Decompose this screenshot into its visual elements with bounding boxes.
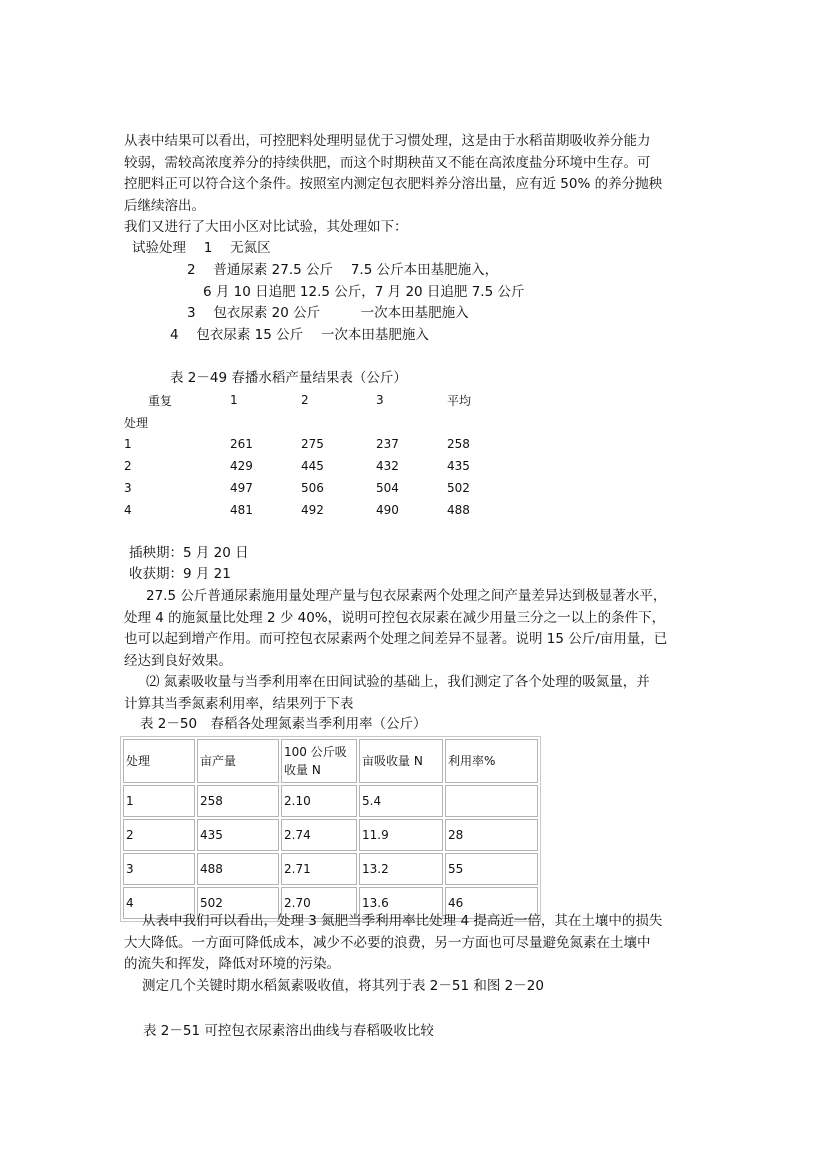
table-cell: 488 (197, 853, 279, 885)
analysis-line: 也可以起到增产作用。而可控包衣尿素两个处理之间差异不显著。说明 15 公斤/亩用量，已 (124, 631, 668, 647)
table-cell: 2.10 (281, 785, 357, 817)
table-cell: 237 (376, 437, 399, 451)
table-row (124, 477, 497, 499)
table-cell (445, 785, 538, 817)
table-row (124, 433, 497, 455)
table-cell: 432 (376, 459, 399, 473)
nitrogen-utilization-table (120, 736, 541, 922)
table-cell: 490 (376, 503, 399, 517)
trial-row-2: 2 普通尿素 27.5 公斤 7.5 公斤本田基肥施入， (187, 262, 499, 278)
trial-row-1: 试验处理 1 无氮区 (132, 240, 271, 256)
table-cell: 488 (447, 503, 470, 517)
intro-line: 控肥料正可以符合这个条件。按照室内测定包衣肥料养分溶出量，应有近 50% 的养分抛秧 (124, 176, 663, 192)
table-cell: 435 (447, 459, 470, 473)
trial-row-3: 3 包衣尿素 20 公斤 一次本田基肥施入 (187, 305, 469, 321)
table-cell: 2 (124, 459, 132, 473)
conclusion-line: 的流失和挥发，降低对环境的污染。 (124, 956, 340, 972)
conclusion-line: 测定几个关键时期水稻氮素吸收值，将其列于表 2－51 和图 2－20 (142, 977, 544, 994)
yield-table (124, 389, 497, 521)
intro-line: 后继续溶出。 (124, 197, 205, 214)
table-cell: 429 (230, 459, 253, 473)
table-cell: 46 (445, 887, 538, 919)
table-cell: 261 (230, 437, 253, 451)
header-cell: 重复 (148, 393, 173, 408)
analysis-paragraph (124, 586, 714, 672)
harvest-date: 收获期：9 月 21 (129, 566, 231, 582)
table-cell: 502 (447, 481, 470, 495)
table-cell: 481 (230, 503, 253, 517)
table-cell: 28 (445, 819, 538, 851)
table-cell: 502 (197, 887, 279, 919)
table-cell: 2 (123, 819, 195, 851)
table-cell: 5.4 (359, 785, 443, 817)
trial-row-2-continued: 6 月 10 日追肥 12.5 公斤，7 月 20 日追肥 7.5 公斤 (203, 284, 525, 300)
intro-line: 从表中结果可以看出，可控肥料处理明显优于习惯处理，这是由于水稻苗期吸收养分能力 (124, 133, 651, 149)
transplant-date: 插秧期：5 月 20 日 (129, 545, 249, 561)
table-row (123, 819, 538, 851)
table-cell: 2.70 (281, 887, 357, 919)
conclusion-line: 大大降低。一方面可降低成本，减少不必要的浪费，另一方面也可尽量避免氮素在土壤中 (124, 934, 651, 951)
table-cell: 275 (301, 437, 324, 451)
table-51-caption: 表 2－51 可控包衣尿素溶出曲线与春稻吸收比较 (143, 1023, 434, 1039)
header-cell: 利用率% (445, 739, 538, 783)
table-cell: 258 (197, 785, 279, 817)
table-row (123, 853, 538, 885)
table-row (124, 499, 497, 521)
table-cell: 3 (124, 481, 132, 495)
table-header-row (123, 739, 538, 783)
table-header-row (124, 389, 497, 411)
intro-line: 较弱，需较高浓度养分的持续供肥，而这个时期秧苗又不能在高浓度盐分环境中生存。可 (124, 154, 651, 171)
table-cell: 1 (123, 785, 195, 817)
header-cell: 平均 (447, 393, 472, 408)
table-cell: 2.71 (281, 853, 357, 885)
analysis-line: 处理 4 的施氮量比处理 2 少 40%，说明可控包衣尿素在减少用量三分之一以上的条件下， (124, 609, 666, 626)
table-cell: 492 (301, 503, 324, 517)
table-row (124, 455, 497, 477)
table-cell: 11.9 (359, 819, 443, 851)
table-cell: 2.74 (281, 819, 357, 851)
table-cell: 55 (445, 853, 538, 885)
table-cell: 506 (301, 481, 324, 495)
trial-intro: 我们又进行了大田小区对比试验，其处理如下： (124, 219, 408, 235)
header-cell: 1 (230, 393, 238, 407)
table-cell: 445 (301, 459, 324, 473)
table-cell: 13.6 (359, 887, 443, 919)
table-cell: 435 (197, 819, 279, 851)
table-cell: 258 (447, 437, 470, 451)
header-cell: 亩产量 (197, 739, 279, 783)
analysis-line: 27.5 公斤普通尿素施用量处理产量与包衣尿素两个处理之间产量差异达到极显著水平， (146, 588, 667, 604)
table-cell: 4 (123, 887, 195, 919)
intro-paragraph (124, 131, 702, 217)
header-cell: 3 (376, 393, 384, 407)
header-cell: 2 (301, 393, 309, 407)
analysis-line: 经达到良好效果。 (124, 652, 232, 669)
table-cell: 504 (376, 481, 399, 495)
section-2-line: 计算其当季氮素利用率，结果列于下表 (124, 695, 354, 712)
header-cell: 亩吸收量 N (359, 739, 443, 783)
table-50-caption: 表 2－50 春稻各处理氮素当季利用率（公斤） (140, 716, 427, 732)
table-cell: 1 (124, 437, 132, 451)
table-row (123, 785, 538, 817)
table-row (124, 411, 497, 433)
section-2-line: ⑵ 氮素吸收量与当季利用率在田间试验的基础上，我们测定了各个处理的吸氮量，并 (146, 674, 650, 690)
table-cell: 4 (124, 503, 132, 517)
conclusion-paragraph (124, 911, 702, 997)
trial-row-4: 4 包衣尿素 15 公斤 一次本田基肥施入 (170, 327, 429, 343)
table-49-caption: 表 2－49 春播水稻产量结果表（公斤） (170, 370, 407, 386)
header-cell: 100 公斤吸收量 N (281, 739, 357, 783)
row-label-cell: 处理 (124, 415, 149, 430)
conclusion-line: 从表中我们可以看出，处理 3 氮肥当季利用率比处理 4 提高近一倍，其在土壤中的损失 (142, 913, 663, 929)
section-2-paragraph (124, 672, 702, 715)
table-cell: 497 (230, 481, 253, 495)
header-cell: 处理 (123, 739, 195, 783)
table-cell: 3 (123, 853, 195, 885)
table-cell: 13.2 (359, 853, 443, 885)
